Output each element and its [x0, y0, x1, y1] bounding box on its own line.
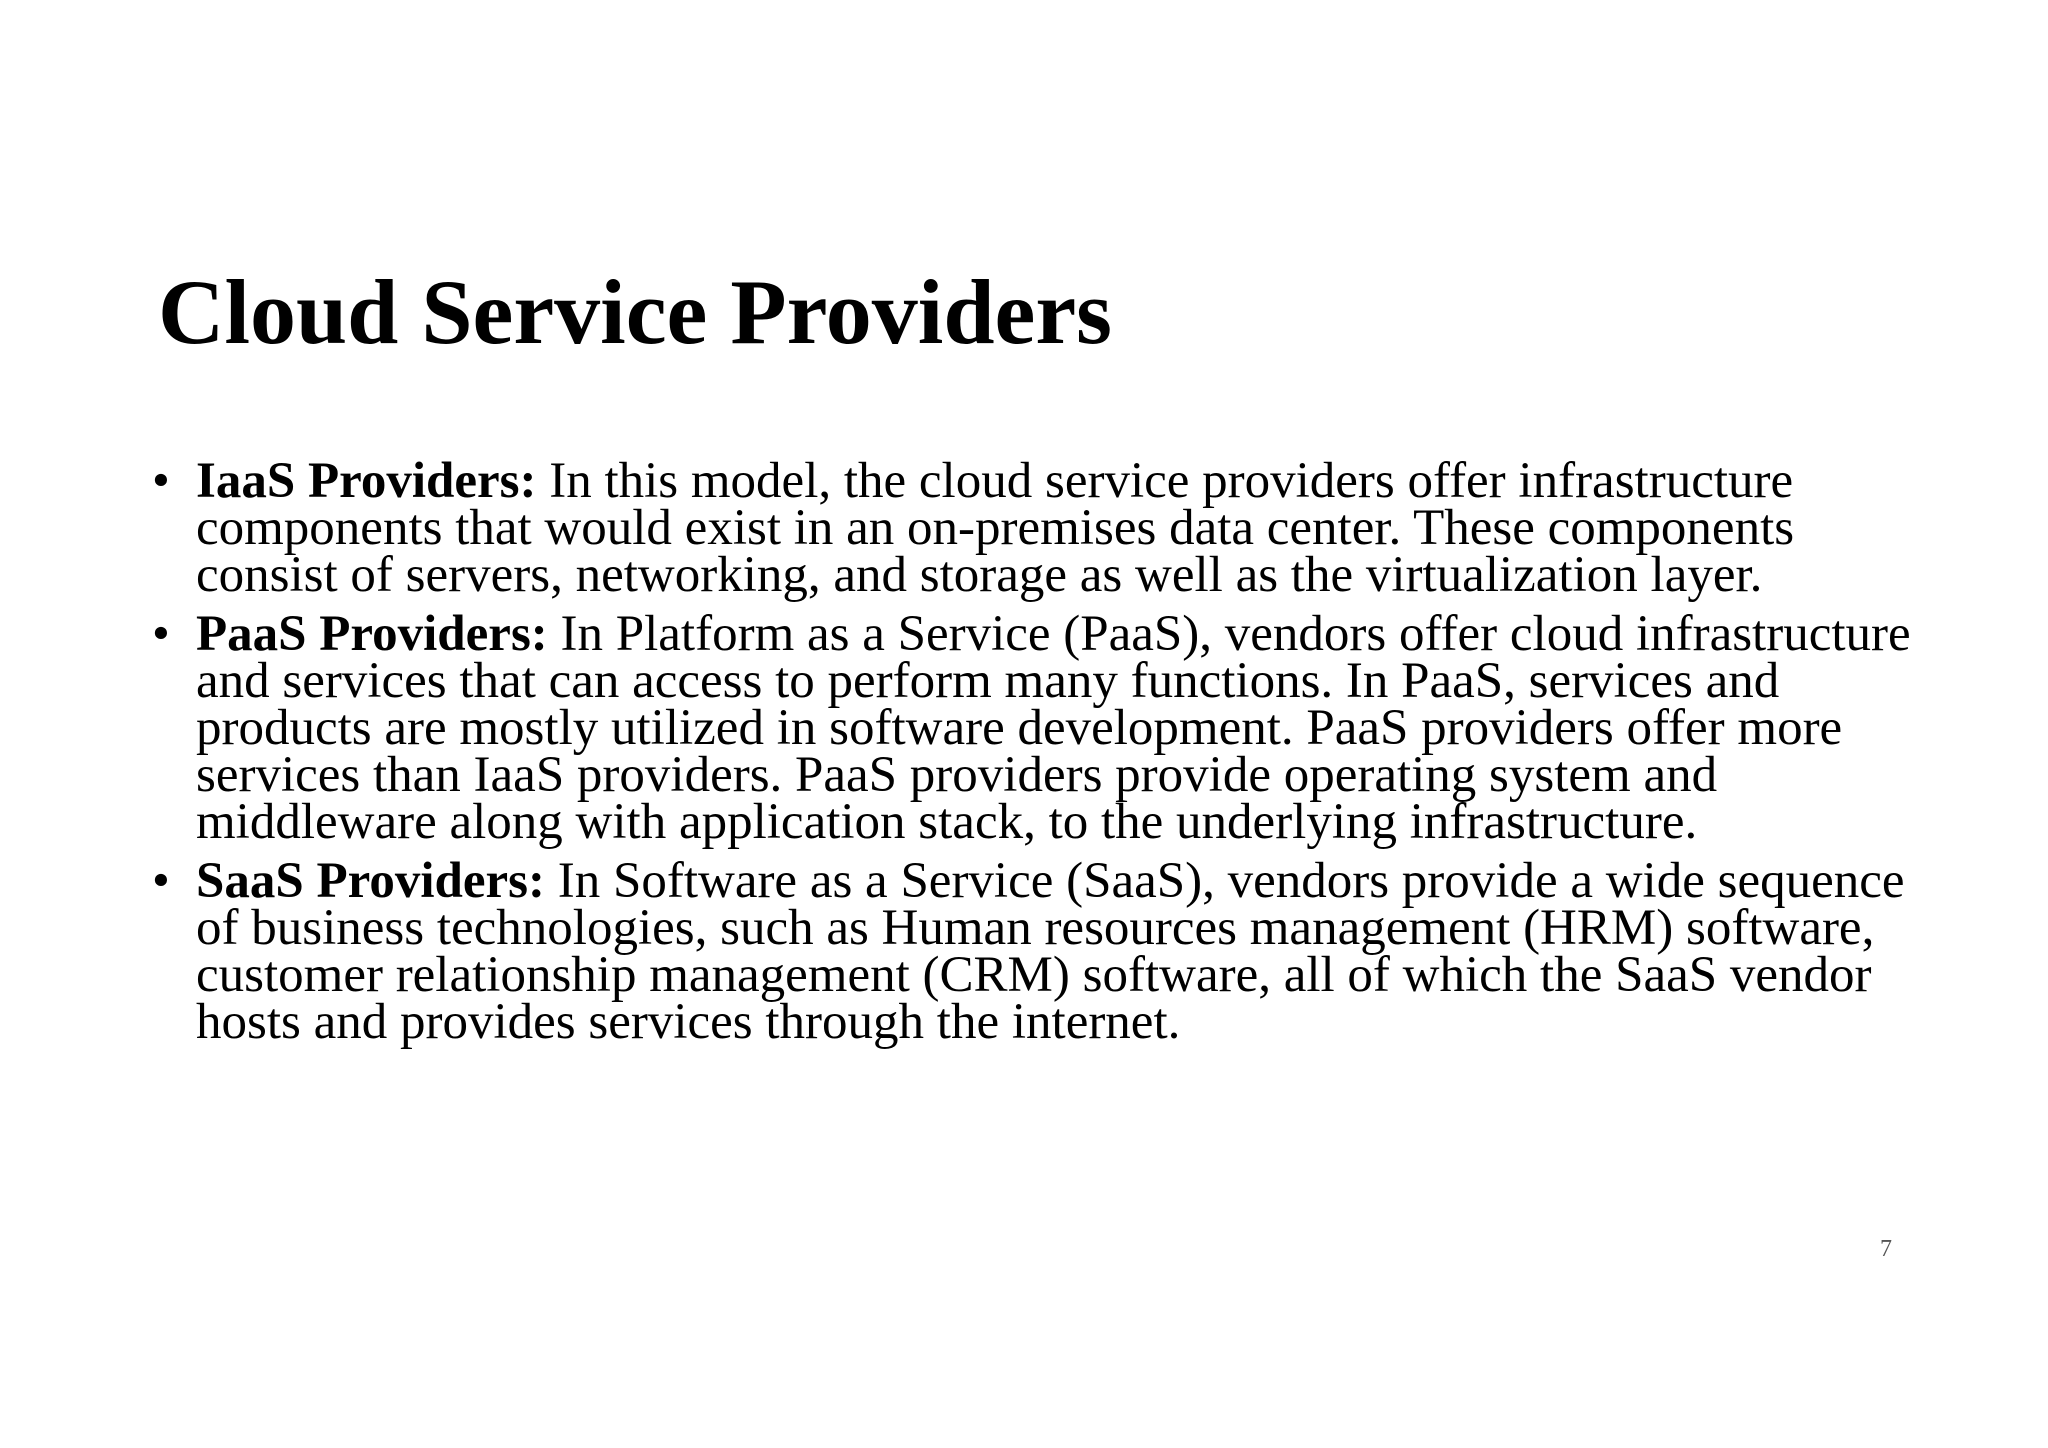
slide-title: Cloud Service Providers	[158, 261, 1112, 363]
bullet-item-iaas	[152, 453, 1912, 603]
bullet-marker: •	[152, 853, 170, 909]
bullet-term-paas: PaaS Providers:	[196, 606, 548, 662]
bullet-list	[152, 453, 1912, 1058]
page-number: 7	[1880, 1236, 1892, 1262]
bullet-marker: •	[152, 606, 170, 662]
bullet-term-saas: SaaS Providers:	[196, 853, 545, 909]
bullet-text-paas: In Platform as a Service (PaaS), vendors offer cloud infrastructure and services that can access to perform many functions. In PaaS, services and products are mostly utilized in software development. PaaS providers offer more services than IaaS providers. PaaS providers provide operating system and middleware along with application stack, to the underlying infrastructure.	[196, 606, 1911, 850]
bullet-item-paas	[152, 606, 1912, 850]
bullet-text-iaas: In this model, the cloud service providers offer infrastructure components that would exist in an on-premises data center. These components consist of servers, networking, and storage as well as the virtualization layer.	[196, 453, 1795, 603]
bullet-marker: •	[152, 453, 170, 509]
bullet-item-saas	[152, 853, 1912, 1050]
bullet-term-iaas: IaaS Providers:	[196, 453, 537, 509]
bullet-text-saas: In Software as a Service (SaaS), vendors provide a wide sequence of business technologies, such as Human resources management (HRM) software, customer relationship management (CRM) software, all of which the SaaS vendor hosts and provides services through the internet.	[196, 853, 1905, 1050]
